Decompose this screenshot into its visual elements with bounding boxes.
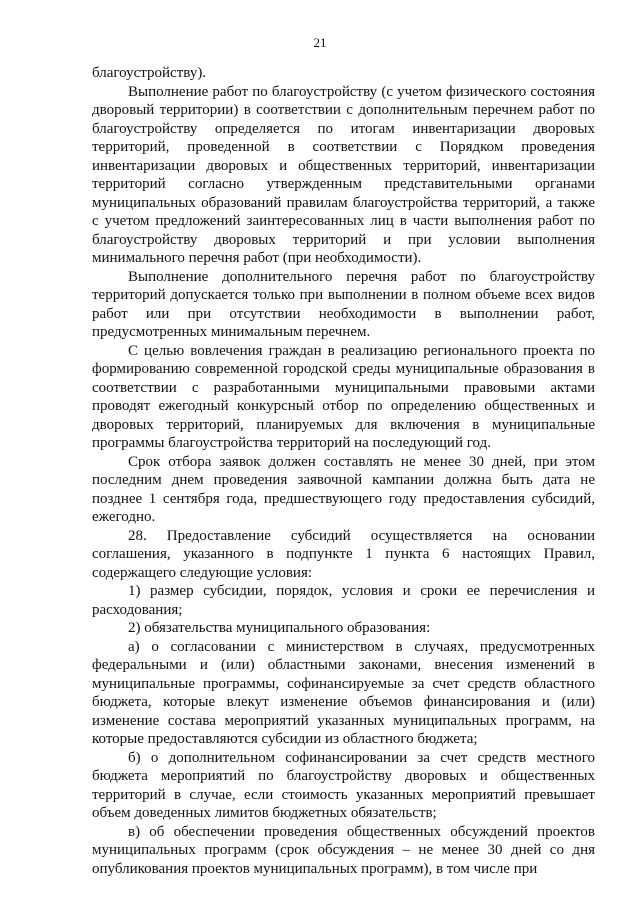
paragraph-subitem-v: в) об обеспечении проведения общественных обсуждений проектов муниципальных программ (срок обсуждения – не менее 30 дней со дня опубликования проектов муниципальных программ), в том числе при — [92, 823, 595, 877]
paragraph-section-28: 28. Предоставление субсидий осуществляется на основании соглашения, указанного в подпункте 1 пункта 6 настоящих Правил, содержащего следующие условия: — [92, 527, 595, 581]
paragraph-item-1: 1) размер субсидии, порядок, условия и сроки ее перечисления и расходования; — [92, 583, 595, 618]
paragraph-subitem-b: б) о дополнительном софинансировании за счет средств местного бюджета мероприятий по благоустройству дворовых и общественных территорий в случае, если стоимость указанных мероприятий превышает объем доведенных лимитов бюджетных обязательств; — [92, 749, 595, 821]
paragraph-selection-deadline: Срок отбора заявок должен составлять не менее 30 дней, при этом последним днем проведения заявочной кампании должна быть дата не позднее 1 сентября года, предшествующего году предоставления субсидий, ежегодно. — [92, 453, 595, 525]
page-number: 21 — [313, 35, 327, 50]
paragraph-continuation: благоустройству). — [92, 65, 207, 81]
paragraph-subitem-a: а) о согласовании с министерством в случаях, предусмотренных федеральными и (или) областными законами, внесения изменений в муниципальные программы, софинансируемые за счет средств областного бюджета, которые влекут изменение объемов финансирования и (или) изменение состава мероприятий указанных муниципальных программ, на которые предоставляются субсидии из областного бюджета; — [92, 638, 595, 747]
paragraph-additional-list-conditions: Выполнение дополнительного перечня работ по благоустройству территорий допускается только при выполнении в полном объеме всех видов работ или при отсутствии необходимости в выполнении работ, предусмотренных минимальным перечнем. — [92, 268, 595, 340]
document-body — [92, 64, 595, 878]
paragraph-citizen-involvement: С целью вовлечения граждан в реализацию регионального проекта по формированию современной городской среды муниципальные образования в соответствии с разработанными муниципальными правовыми актами проводят ежегодный конкурсный отбор по определению общественных и дворовых территорий, планируемых для включения в муниципальные программы благоустройства территорий на последующий год. — [92, 342, 595, 451]
paragraph-item-2: 2) обязательства муниципального образования: — [128, 620, 431, 636]
paragraph-additional-works: Выполнение работ по благоустройству (с учетом физического состояния дворовый территории) в соответствии с дополнительным перечнем работ по благоустройству определяется по итогам инвентаризации дворовых территорий, проведенной в соответствии с Порядком проведения инвентаризации дворовых и общественных территорий, инвентаризации территорий согласно утвержденным представительными органами муниципальных образований правилам благоустройства территорий, а также с учетом предложений заинтересованных лиц в части выполнения работ по благоустройству дворовых территорий и при условии выполнения минимального перечня работ (при необходимости). — [92, 83, 595, 266]
